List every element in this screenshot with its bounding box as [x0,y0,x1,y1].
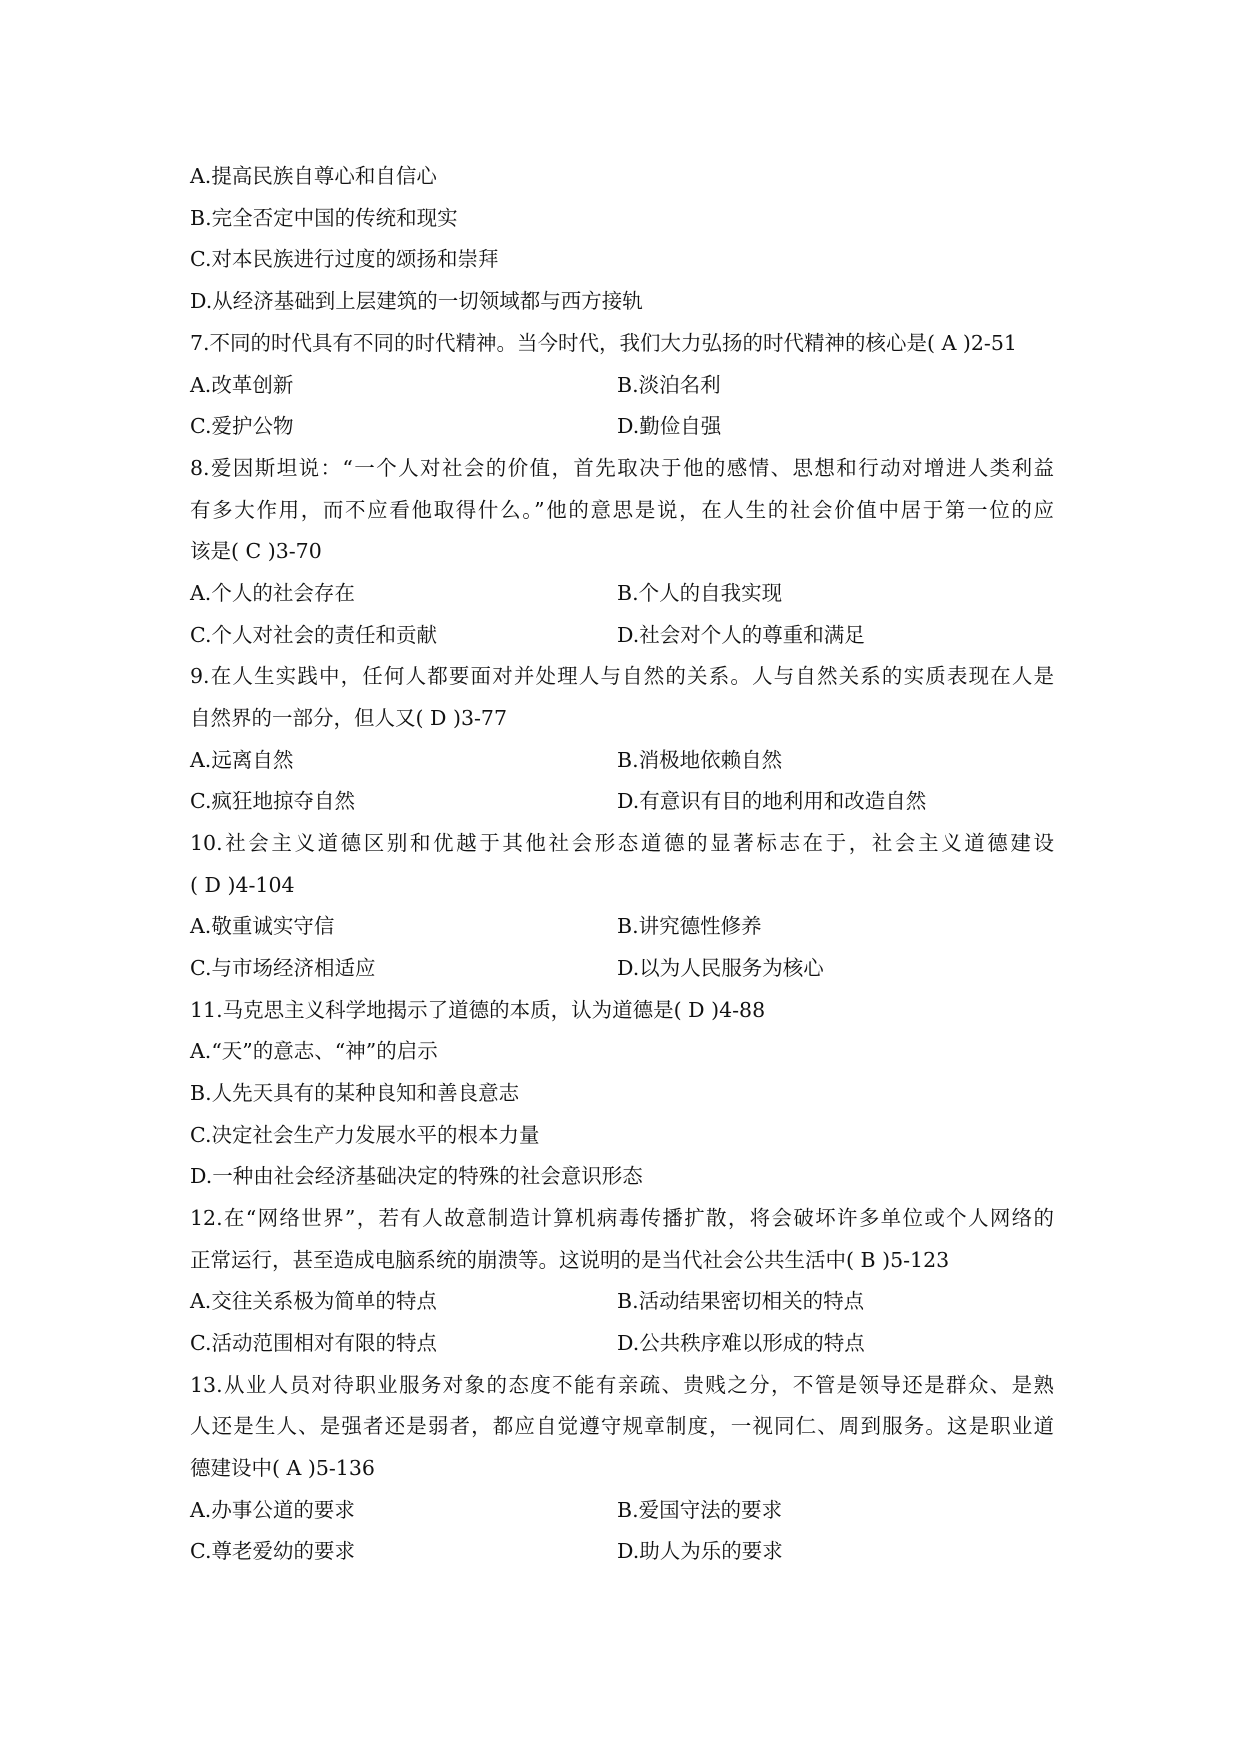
q11-option-a: A.“天”的意志、“神”的启示 [190,1039,438,1063]
q8-option-d: D.社会对个人的尊重和满足 [617,623,865,647]
q6-option-a: A.提高民族自尊心和自信心 [190,164,437,188]
q6-option-b: B.完全否定中国的传统和现实 [190,206,458,230]
q7-option-c: C.爱护公物 [190,414,294,438]
q6-option-c: C.对本民族进行过度的颂扬和崇拜 [190,247,499,271]
q11-option-c: C.决定社会生产力发展水平的根本力量 [190,1123,540,1147]
q7-option-b: B.淡泊名利 [617,373,721,397]
q12-option-d: D.公共秩序难以形成的特点 [617,1331,865,1355]
q8-stem-line1: 8.爱因斯坦说：“一个人对社会的价值，首先取决于他的感情、思想和行动对增进人类利益 [190,456,1054,480]
q7-stem: 7.不同的时代具有不同的时代精神。当今时代，我们大力弘扬的时代精神的核心是( A )2-51 [190,331,1017,355]
q7-option-a: A.改革创新 [190,373,294,397]
q9-option-b: B.消极地依赖自然 [617,748,783,772]
q13-stem-line1: 13.从业人员对待职业服务对象的态度不能有亲疏、贵贱之分，不管是领导还是群众、是熟 [190,1373,1054,1397]
q8-stem-line3: 该是( C )3-70 [190,539,322,563]
q13-stem-line3: 德建设中( A )5-136 [190,1456,375,1480]
q8-option-b: B.个人的自我实现 [617,581,783,605]
q9-option-c: C.疯狂地掠夺自然 [190,789,355,813]
q10-option-c: C.与市场经济相适应 [190,956,376,980]
q7-option-d: D.勤俭自强 [617,414,722,438]
q9-option-d: D.有意识有目的地利用和改造自然 [617,789,927,813]
q12-option-b: B.活动结果密切相关的特点 [617,1289,865,1313]
q11-option-b: B.人先天具有的某种良知和善良意志 [190,1081,520,1105]
q9-option-a: A.远离自然 [190,748,294,772]
q10-option-b: B.讲究德性修养 [617,914,762,938]
q10-option-d: D.以为人民服务为核心 [617,956,824,980]
q10-option-a: A.敬重诚实守信 [190,914,335,938]
q8-stem-line2: 有多大作用，而不应看他取得什么。”他的意思是说，在人生的社会价值中居于第一位的应 [190,498,1054,522]
q12-stem-line2: 正常运行，甚至造成电脑系统的崩溃等。这说明的是当代社会公共生活中( B )5-123 [190,1248,950,1272]
q9-stem-line1: 9.在人生实践中，任何人都要面对并处理人与自然的关系。人与自然关系的实质表现在人是 [190,664,1054,688]
q6-option-d: D.从经济基础到上层建筑的一切领域都与西方接轨 [190,289,643,313]
q10-stem-line1: 10.社会主义道德区别和优越于其他社会形态道德的显著标志在于，社会主义道德建设 [190,831,1054,855]
q13-option-c: C.尊老爱幼的要求 [190,1539,355,1563]
q11-stem: 11.马克思主义科学地揭示了道德的本质，认为道德是( D )4-88 [190,998,766,1022]
q12-option-c: C.活动范围相对有限的特点 [190,1331,437,1355]
q13-option-b: B.爱国守法的要求 [617,1498,783,1522]
q9-stem-line2: 自然界的一部分，但人又( D )3-77 [190,706,508,730]
q8-option-a: A.个人的社会存在 [190,581,355,605]
q11-option-d: D.一种由社会经济基础决定的特殊的社会意识形态 [190,1164,643,1188]
q12-stem-line1: 12.在“网络世界”，若有人故意制造计算机病毒传播扩散，将会破坏许多单位或个人网络的 [190,1206,1054,1230]
q8-option-c: C.个人对社会的责任和贡献 [190,623,437,647]
q13-stem-line2: 人还是生人、是强者还是弱者，都应自觉遵守规章制度，一视同仁、周到服务。这是职业道 [190,1414,1054,1438]
q10-stem-line2: ( D )4-104 [190,873,295,897]
q13-option-d: D.助人为乐的要求 [617,1539,783,1563]
q13-option-a: A.办事公道的要求 [190,1498,355,1522]
q12-option-a: A.交往关系极为简单的特点 [190,1289,437,1313]
